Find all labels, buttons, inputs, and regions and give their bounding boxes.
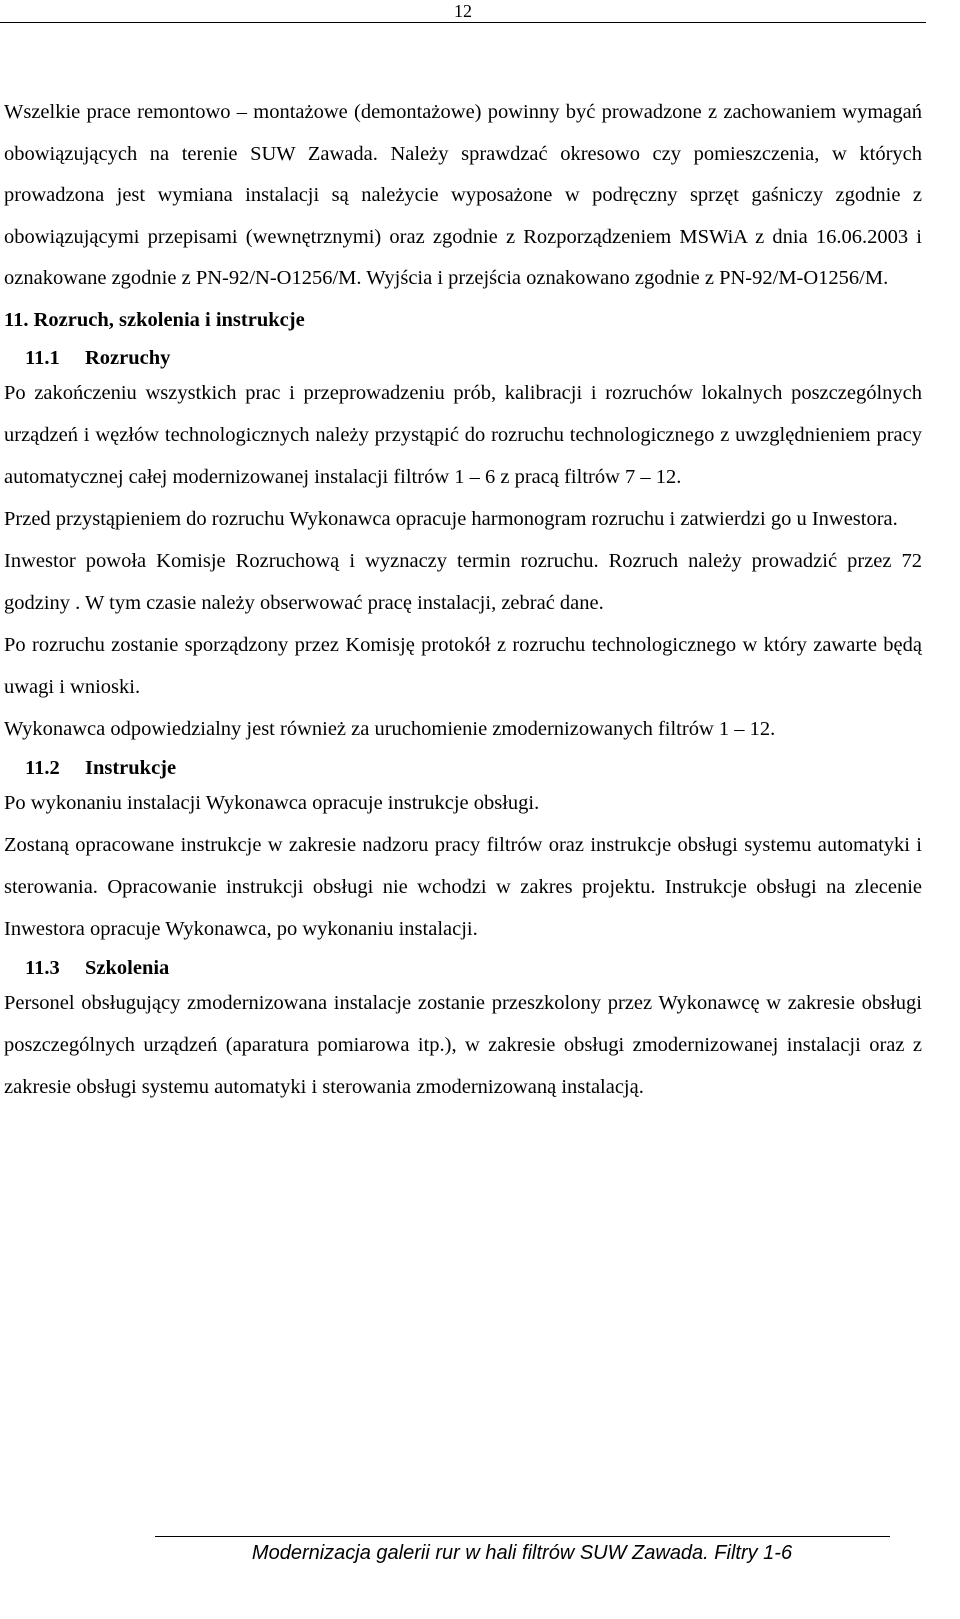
subsection-heading-11-3 xyxy=(4,954,922,982)
subsection-number: 11.3 xyxy=(25,956,60,979)
paragraph-11-1-c: Inwestor powoła Komisje Rozruchową i wyznaczy termin rozruchu. Rozruch należy prowadzić przez 72 godziny . W tym czasie należy obserwować pracę instalacji, zebrać dane. xyxy=(4,549,922,614)
footer-title: Modernizacja galerii rur w hali filtrów SUW Zawada. Filtry 1-6 xyxy=(251,1542,793,1564)
paragraph-11-2-b: Zostaną opracowane instrukcje w zakresie nadzoru pracy filtrów oraz instrukcje obsługi systemu automatyki i sterowania. Opracowanie instrukcji obsługi nie wchodzi w zakres projektu. Instrukcje obsługi na zlecenie Inwestora opracuje Wykonawca, po wykonaniu instalacji. xyxy=(4,833,922,940)
paragraph-11-2-a: Po wykonaniu instalacji Wykonawca opracuje instrukcje obsługi. xyxy=(4,791,540,814)
paragraph-11-1-a: Po zakończeniu wszystkich prac i przeprowadzeniu prób, kalibracji i rozruchów lokalnych poszczególnych urządzeń i węzłów technologicznych należy przystąpić do rozruchu technologicznego z uwzględnieniem pracy automatycznej całej modernizowanej instalacji filtrów 1 – 6 z pracą filtrów 7 – 12. xyxy=(4,381,922,488)
subsection-heading-11-2 xyxy=(4,754,922,782)
paragraph-11-3-a: Personel obsługujący zmodernizowana instalacje zostanie przeszkolony przez Wykonawcę w zakresie obsługi poszczególnych urządzeń (aparatura pomiarowa itp.), w zakresie obsługi zmodernizowanej instalacji oraz z zakresie obsługi systemu automatyki i sterowania zmodernizowaną instalacją. xyxy=(4,991,922,1098)
subsection-number: 11.1 xyxy=(25,346,60,369)
header-divider xyxy=(0,22,926,23)
document-body xyxy=(4,92,922,1108)
paragraph-11-1-e: Wykonawca odpowiedzialny jest również za uruchomienie zmodernizowanych filtrów 1 – 12. xyxy=(4,717,776,740)
paragraph-11-1-b: Przed przystąpieniem do rozruchu Wykonawca opracuje harmonogram rozruchu i zatwierdzi go u Inwestora. xyxy=(4,507,898,530)
paragraph-11-1-d: Po rozruchu zostanie sporządzony przez Komisję protokół z rozruchu technologicznego w który zawarte będą uwagi i wnioski. xyxy=(4,633,922,698)
page-number: 12 xyxy=(454,1,472,21)
subsection-title: Instrukcje xyxy=(85,756,177,779)
intro-paragraph: Wszelkie prace remontowo – montażowe (demontażowe) powinny być prowadzone z zachowaniem wymagań obowiązujących na terenie SUW Zawada. Należy sprawdzać okresowo czy pomieszczenia, w których prowadzona jest wymiana instalacji są należycie wyposażone w podręczny sprzęt gaśniczy zgodnie z obowiązującymi przepisami (wewnętrznymi) oraz zgodnie z Rozporządzeniem MSWiA z dnia 16.06.2003 i oznakowane zgodnie z PN-92/N-O1256/M. Wyjścia i przejścia oznakowano zgodnie z PN-92/M-O1256/M. xyxy=(4,101,922,289)
subsection-title: Rozruchy xyxy=(85,346,171,369)
section-heading-11: 11. Rozruch, szkolenia i instrukcje xyxy=(4,308,305,331)
subsection-number: 11.2 xyxy=(25,756,60,779)
subsection-title: Szkolenia xyxy=(85,956,170,979)
footer-divider xyxy=(155,1536,890,1537)
subsection-heading-11-1 xyxy=(4,344,922,372)
